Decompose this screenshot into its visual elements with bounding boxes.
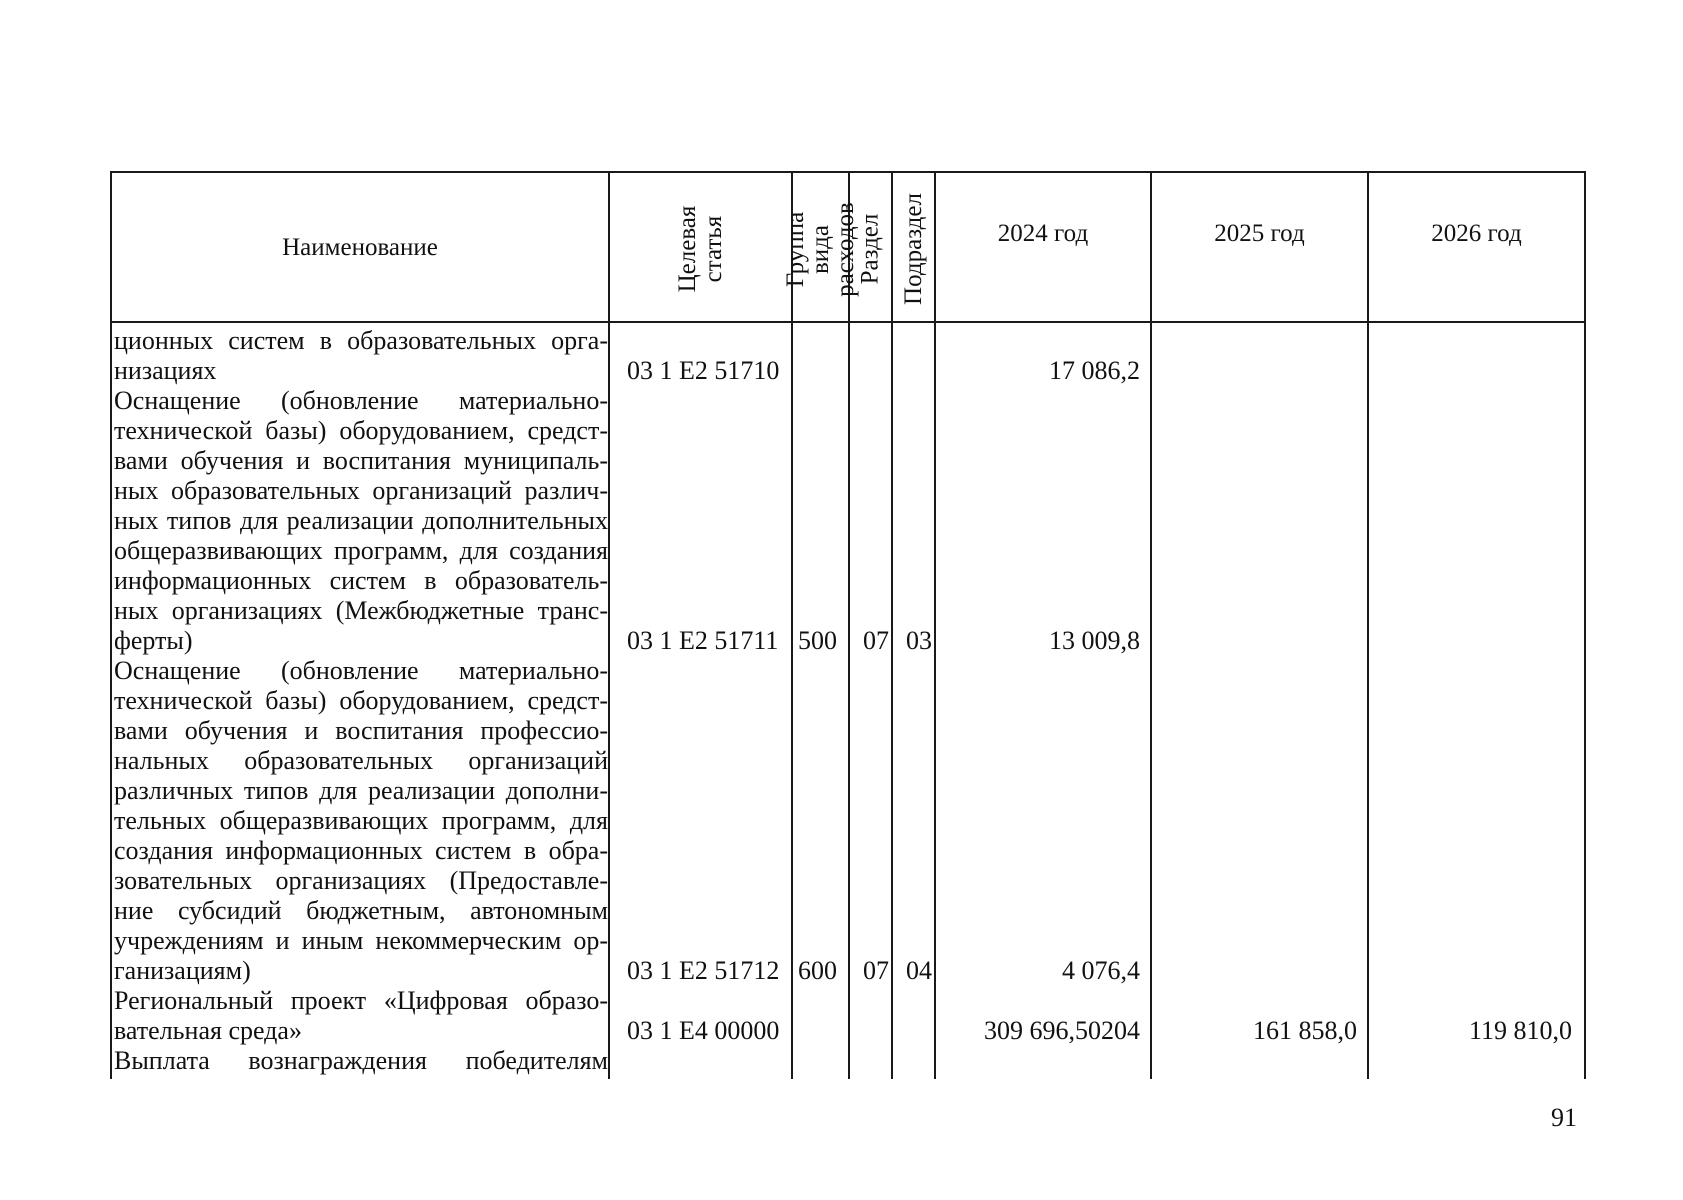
target-article-code: 03 1 E2 51712 — [627, 956, 780, 985]
row-description — [114, 386, 608, 656]
description-line: информационных систем в образователь- — [114, 566, 608, 595]
description-line: различных типов для реализации дополни- — [114, 776, 608, 805]
header-subsection — [893, 176, 934, 322]
description-line: ганизациям) — [114, 956, 251, 985]
expense-group-code: 500 — [798, 626, 837, 655]
header-2024: 2024 год — [997, 220, 1089, 247]
description-line: тельных общеразвивающих программ, для — [114, 806, 608, 835]
description-line: Региональный проект «Цифровая образо- — [114, 986, 608, 1015]
description-line: нальных образовательных организаций — [114, 746, 608, 775]
column-divider-subsection — [934, 171, 936, 1079]
table-left-border — [110, 171, 112, 1079]
amount-2024: 17 086,2 — [1049, 356, 1140, 385]
subsection-code: 04 — [906, 956, 932, 985]
header-subsection-text: Подраздел — [899, 193, 927, 305]
header-section — [850, 176, 891, 322]
description-line: ционных систем в образовательных орга- — [114, 326, 608, 355]
amount-2024: 13 009,8 — [1049, 626, 1140, 655]
column-divider-2024 — [1150, 171, 1152, 1079]
subsection-code: 03 — [906, 626, 932, 655]
description-line: ферты) — [114, 626, 193, 655]
description-line: ных организациях (Межбюджетные транс- — [114, 596, 608, 625]
description-line: технической базы) оборудованием, средст- — [114, 416, 608, 445]
description-line: вательная среда» — [114, 1016, 302, 1045]
header-expense-group-text: Группа вида расходов — [782, 201, 859, 297]
target-article-code: 03 1 E2 51711 — [627, 626, 779, 655]
column-divider-2025 — [1367, 171, 1369, 1079]
target-article-code: 03 1 E2 51710 — [627, 356, 780, 385]
section-code: 07 — [863, 956, 889, 985]
description-line: вами обучения и воспитания муниципаль- — [114, 446, 608, 475]
row-description — [114, 326, 608, 386]
description-line: технической базы) оборудованием, средст- — [114, 686, 608, 715]
row-description — [114, 656, 608, 986]
description-line: ных типов для реализации дополнительных — [114, 506, 608, 535]
target-article-code: 03 1 E4 00000 — [627, 1016, 780, 1045]
description-line: Оснащение (обновление материально- — [114, 386, 608, 415]
description-line: ных образовательных организаций различ- — [114, 476, 608, 505]
row-description — [114, 1046, 608, 1076]
page-number: 91 — [1551, 1103, 1577, 1132]
expense-group-code: 600 — [798, 956, 837, 985]
description-line: зовательных организациях (Предоставле- — [114, 866, 608, 895]
section-code: 07 — [863, 626, 889, 655]
row-description — [114, 986, 608, 1046]
description-line: общеразвивающих программ, для создания — [114, 536, 608, 565]
description-line: ние субсидий бюджетным, автономным — [114, 896, 608, 925]
amount-2026: 119 810,0 — [1468, 1016, 1572, 1045]
description-line: создания информационных систем в обра- — [114, 836, 608, 865]
header-name: Наименование — [282, 234, 438, 261]
header-2025: 2025 год — [1214, 220, 1305, 247]
amount-2024: 4 076,4 — [1062, 956, 1140, 985]
header-target-article — [610, 176, 791, 322]
description-line: учреждениям и иным некоммерческим ор- — [114, 926, 608, 955]
header-expense-group — [782, 176, 859, 322]
description-line: низациях — [114, 356, 217, 385]
amount-2025: 161 858,0 — [1253, 1016, 1357, 1045]
header-section-text: Раздел — [856, 213, 884, 285]
description-line: вами обучения и воспитания профессио- — [114, 716, 608, 745]
header-2026: 2026 год — [1431, 220, 1522, 247]
amount-2024: 309 696,50204 — [984, 1016, 1140, 1045]
description-line: Выплата вознаграждения победителям — [114, 1046, 608, 1075]
description-line: Оснащение (обновление материально- — [114, 656, 608, 685]
header-target-article-text: Целевая статья — [673, 205, 727, 293]
table-right-border — [1584, 171, 1586, 1079]
